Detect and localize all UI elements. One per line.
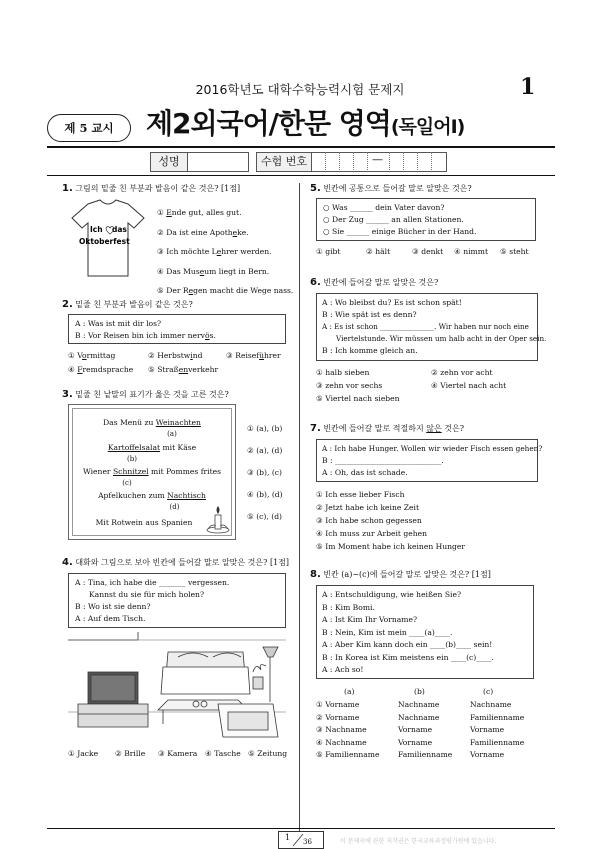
option[interactable]: ① (a), (b) xyxy=(247,424,283,433)
name-field[interactable] xyxy=(187,152,249,172)
menu-line: Das Menü zu Weinachten (a) xyxy=(103,418,201,438)
living-room-image xyxy=(68,632,286,742)
q1-options xyxy=(157,203,293,301)
option[interactable]: ① gibt xyxy=(316,247,341,256)
subject-main: 제2외국어/한문 영역 xyxy=(146,107,391,140)
option[interactable]: ② Vorname Nachname Familienname xyxy=(316,712,525,722)
q7-stem: 7. 빈칸에 들어갈 말로 적절하지 않은 것은? xyxy=(310,423,464,434)
option[interactable]: ④ Nachname Vorname Familienname xyxy=(316,737,525,747)
option[interactable]: ② Da ist eine Apotheke. xyxy=(157,227,249,237)
option[interactable]: ③ zehn vor sechs xyxy=(316,381,383,390)
q2-dialog-box: A : Was ist mit dir los? B : Vor Reisen bin ich immer nervös. xyxy=(68,314,286,344)
page-counter: 1 36 xyxy=(278,831,324,849)
subject-sub: (독일어Ⅰ) xyxy=(390,116,465,138)
option[interactable]: ③ Kamera xyxy=(158,749,198,758)
q8-table xyxy=(316,686,546,762)
col-header: (a) xyxy=(344,687,355,696)
subject-title xyxy=(146,102,464,142)
q8-stem: 8. 빈칸 (a)~(c)에 들어갈 말로 알맞은 것은? [1점] xyxy=(310,569,491,580)
option[interactable]: ① Ende gut, alles gut. xyxy=(157,208,242,217)
candle-icon xyxy=(205,503,231,535)
option[interactable]: ① Vormittag xyxy=(68,351,116,360)
option[interactable]: ② zehn vor acht xyxy=(431,368,493,377)
option[interactable]: ② Brille xyxy=(115,749,146,758)
svg-text:Ich: Ich xyxy=(90,225,103,234)
footer-rule xyxy=(47,828,555,829)
col-header: (c) xyxy=(483,687,494,696)
exam-no-cell xyxy=(389,152,404,170)
menu-line: Mit Rotwein aus Spanien xyxy=(95,518,193,527)
q4-dialog-box: A : Tina, ich habe die _______ vergessen. Kannst du sie für mich holen? B : Wo ist sie denn? A : Auf dem Tisch. xyxy=(68,573,286,628)
option[interactable]: ③ Reiseführer xyxy=(226,351,281,360)
q3-stem: 3. 밑줄 친 낱말의 표기가 옳은 것을 고른 것은? xyxy=(62,389,229,400)
exam-no-label: 수험 번호 xyxy=(256,152,312,172)
option[interactable]: ③ Nachname Vorname Vorname xyxy=(316,725,505,734)
option[interactable]: ① Jacke xyxy=(68,749,99,758)
page-number: 1 xyxy=(520,74,536,100)
menu-card xyxy=(68,404,236,540)
column-divider xyxy=(299,183,300,831)
option[interactable]: ④ Fremdsprache xyxy=(68,365,134,374)
exam-no-cell xyxy=(339,152,354,170)
option[interactable]: ① halb sieben xyxy=(316,368,370,377)
option[interactable]: ② Herbstwind xyxy=(148,351,203,360)
option[interactable]: ④ Tasche xyxy=(205,749,241,758)
option[interactable]: ① Vorname Nachname Nachname xyxy=(316,700,512,709)
q6-dialog-box: A : Wo bleibst du? Es ist schon spät! B : Wie spät ist es denn? A : Es ist schon _______________. Wir haben nur noch eine Viertelstunde. Wir müssen um halb acht in der Oper sein. B : Ich komme gleich an. xyxy=(316,293,538,361)
menu-line: Wiener Schnitzel mit Pommes frites (c) xyxy=(82,467,222,487)
q8-dialog-box: A : Entschuldigung, wie heißen Sie? B : Kim Bomi. A : Ist Kim Ihr Vorname? B : Nein, Kim ist mein ____(a)____. A : Aber Kim kann doch ein ____(b)____ sein! B : In Korea ist Kim meistens ein ____(c)____. A : Ach so! xyxy=(316,585,534,679)
option[interactable]: ④ Ich muss zur Arbeit gehen xyxy=(316,529,428,538)
option[interactable]: ④ Das Museum liegt in Bern. xyxy=(157,266,270,276)
header-rule-2 xyxy=(47,175,555,176)
exam-no-cell xyxy=(417,152,432,170)
col-header: (b) xyxy=(414,687,425,696)
q2-stem: 2. 밑줄 친 부분과 발음이 같은 것은? xyxy=(62,299,193,310)
option[interactable]: ⑤ (c), (d) xyxy=(247,512,283,521)
option[interactable]: ① Ich esse lieber Fisch xyxy=(316,490,405,499)
q6-stem: 6. 빈칸에 들어갈 말로 알맞은 것은? xyxy=(310,277,439,288)
option[interactable]: ② (a), (d) xyxy=(247,446,283,455)
option[interactable]: ⑤ Zeitung xyxy=(248,749,288,758)
option[interactable]: ③ denkt xyxy=(412,247,444,256)
svg-text:das: das xyxy=(112,225,127,234)
session-badge: 제 5 교시 xyxy=(47,114,131,142)
q5-box: ○ Was ______ dein Vater davon? ○ Der Zug ______ an allen Stationen. ○ Sie ______ einige Bücher in der Hand. xyxy=(316,198,536,241)
exam-no-cell xyxy=(431,152,446,170)
copyright-watermark: 이 문제지에 관한 저작권은 한국교육과정평가원에 있습니다. xyxy=(340,838,497,845)
option[interactable]: ⑤ Im Moment habe ich keinen Hunger xyxy=(316,542,466,551)
exam-no-cell xyxy=(325,152,340,170)
svg-text:Oktoberfest: Oktoberfest xyxy=(79,237,130,246)
q5-stem: 5. 빈칸에 공통으로 들어갈 말로 알맞은 것은? xyxy=(310,183,472,194)
exam-no-cell xyxy=(403,152,418,170)
exam-no-dash: — xyxy=(372,153,383,166)
option[interactable]: ⑤ Der Regen macht die Wege nass. xyxy=(157,286,294,295)
exam-no-cell xyxy=(353,152,368,170)
q7-dialog-box: A : Ich habe Hunger. Wollen wir wieder Fisch essen gehen? B : ____________________________. A : Oh, das ist schade. xyxy=(316,439,538,482)
q1-stem: 1. 그림의 밑줄 친 부분과 발음이 같은 것은? [1점] xyxy=(62,183,241,194)
exam-title: 2016학년도 대학수학능력시험 문제지 xyxy=(195,82,405,97)
tshirt-image xyxy=(68,198,148,278)
menu-line: Kartoffelsalat mit Käse (b) xyxy=(107,443,197,463)
option[interactable]: ④ nimmt xyxy=(454,247,488,256)
q7-options xyxy=(316,488,465,553)
option[interactable]: ⑤ Viertel nach sieben xyxy=(316,394,400,403)
option[interactable]: ② Jetzt habe ich keine Zeit xyxy=(316,503,420,512)
option[interactable]: ③ Ich habe schon gegessen xyxy=(316,516,422,525)
option[interactable]: ③ (b), (c) xyxy=(247,468,283,477)
q4-stem: 4. 대화와 그림으로 보아 빈칸에 들어갈 말로 알맞은 것은? [1점] xyxy=(62,557,290,568)
header-rule xyxy=(47,146,555,148)
option[interactable]: ③ Ich möchte Lehrer werden. xyxy=(157,247,272,256)
option[interactable]: ④ Viertel nach acht xyxy=(431,381,507,390)
q3-options xyxy=(247,418,283,528)
name-label: 성명 xyxy=(150,152,188,172)
menu-line: Apfelkuchen zum Nachtisch (d) xyxy=(98,491,206,511)
option[interactable]: ② hält xyxy=(366,247,391,256)
option[interactable]: ⑤ Straßenverkehr xyxy=(148,365,219,374)
option[interactable]: ④ (b), (d) xyxy=(247,490,283,499)
option[interactable]: ⑤ Familienname Familienname Vorname xyxy=(316,750,505,759)
option[interactable]: ⑤ steht xyxy=(500,247,529,256)
